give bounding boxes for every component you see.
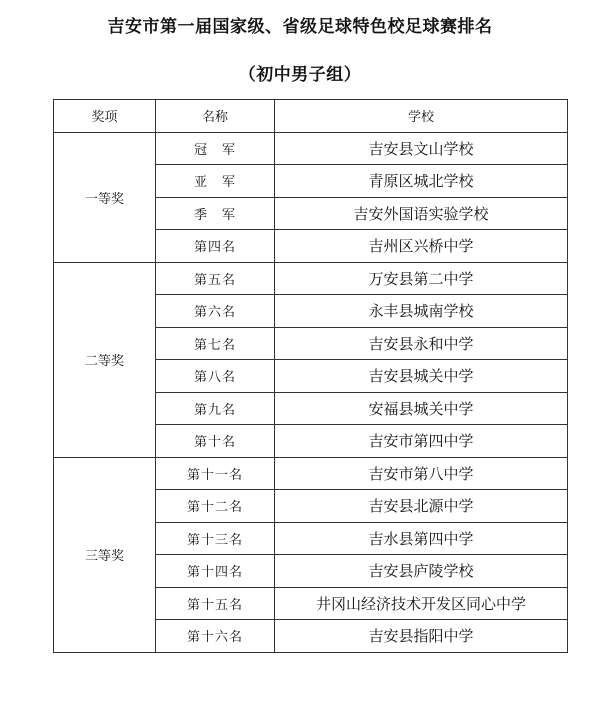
table-row	[54, 132, 568, 165]
table-row	[54, 262, 568, 295]
header-school: 学校	[275, 100, 568, 133]
school-cell: 安福县城关中学	[275, 392, 568, 425]
school-cell: 吉安县庐陵学校	[275, 555, 568, 588]
rank-name-cell: 第九名	[156, 392, 275, 425]
school-cell: 吉州区兴桥中学	[275, 230, 568, 263]
page-title: 吉安市第一届国家级、省级足球特色校足球赛排名	[107, 17, 493, 37]
rank-name-cell: 第十四名	[156, 555, 275, 588]
rank-name-cell: 第六名	[156, 295, 275, 328]
table-header-row	[54, 100, 568, 133]
school-cell: 吉安县指阳中学	[275, 620, 568, 653]
award-cell-second: 二等奖	[54, 262, 156, 457]
school-cell: 吉安市第八中学	[275, 457, 568, 490]
school-cell: 永丰县城南学校	[275, 295, 568, 328]
rank-name-cell: 第十三名	[156, 522, 275, 555]
school-cell: 万安县第二中学	[275, 262, 568, 295]
header-name: 名称	[156, 100, 275, 133]
rank-name-cell: 第十一名	[156, 457, 275, 490]
rank-name-cell: 冠 军	[156, 132, 275, 165]
rank-name-cell: 第七名	[156, 327, 275, 360]
rank-name-cell: 第十五名	[156, 587, 275, 620]
rank-name-cell: 季 军	[156, 197, 275, 230]
rank-name-cell: 第八名	[156, 360, 275, 393]
school-cell: 吉安县永和中学	[275, 327, 568, 360]
school-cell: 吉安县文山学校	[275, 132, 568, 165]
school-cell: 青原区城北学校	[275, 165, 568, 198]
table-row	[54, 457, 568, 490]
rank-name-cell: 第十二名	[156, 490, 275, 523]
rank-name-cell: 第四名	[156, 230, 275, 263]
ranking-table	[53, 99, 568, 653]
school-cell: 吉水县第四中学	[275, 522, 568, 555]
school-cell: 吉安市第四中学	[275, 425, 568, 458]
rank-name-cell: 亚 军	[156, 165, 275, 198]
school-cell: 井冈山经济技术开发区同心中学	[275, 587, 568, 620]
school-cell: 吉安县北源中学	[275, 490, 568, 523]
rank-name-cell: 第十六名	[156, 620, 275, 653]
school-cell: 吉安外国语实验学校	[275, 197, 568, 230]
header-award: 奖项	[54, 100, 156, 133]
award-cell-third: 三等奖	[54, 457, 156, 652]
school-cell: 吉安县城关中学	[275, 360, 568, 393]
rank-name-cell: 第十名	[156, 425, 275, 458]
rank-name-cell: 第五名	[156, 262, 275, 295]
page-subtitle: （初中男子组）	[238, 65, 362, 85]
award-cell-first: 一等奖	[54, 132, 156, 262]
